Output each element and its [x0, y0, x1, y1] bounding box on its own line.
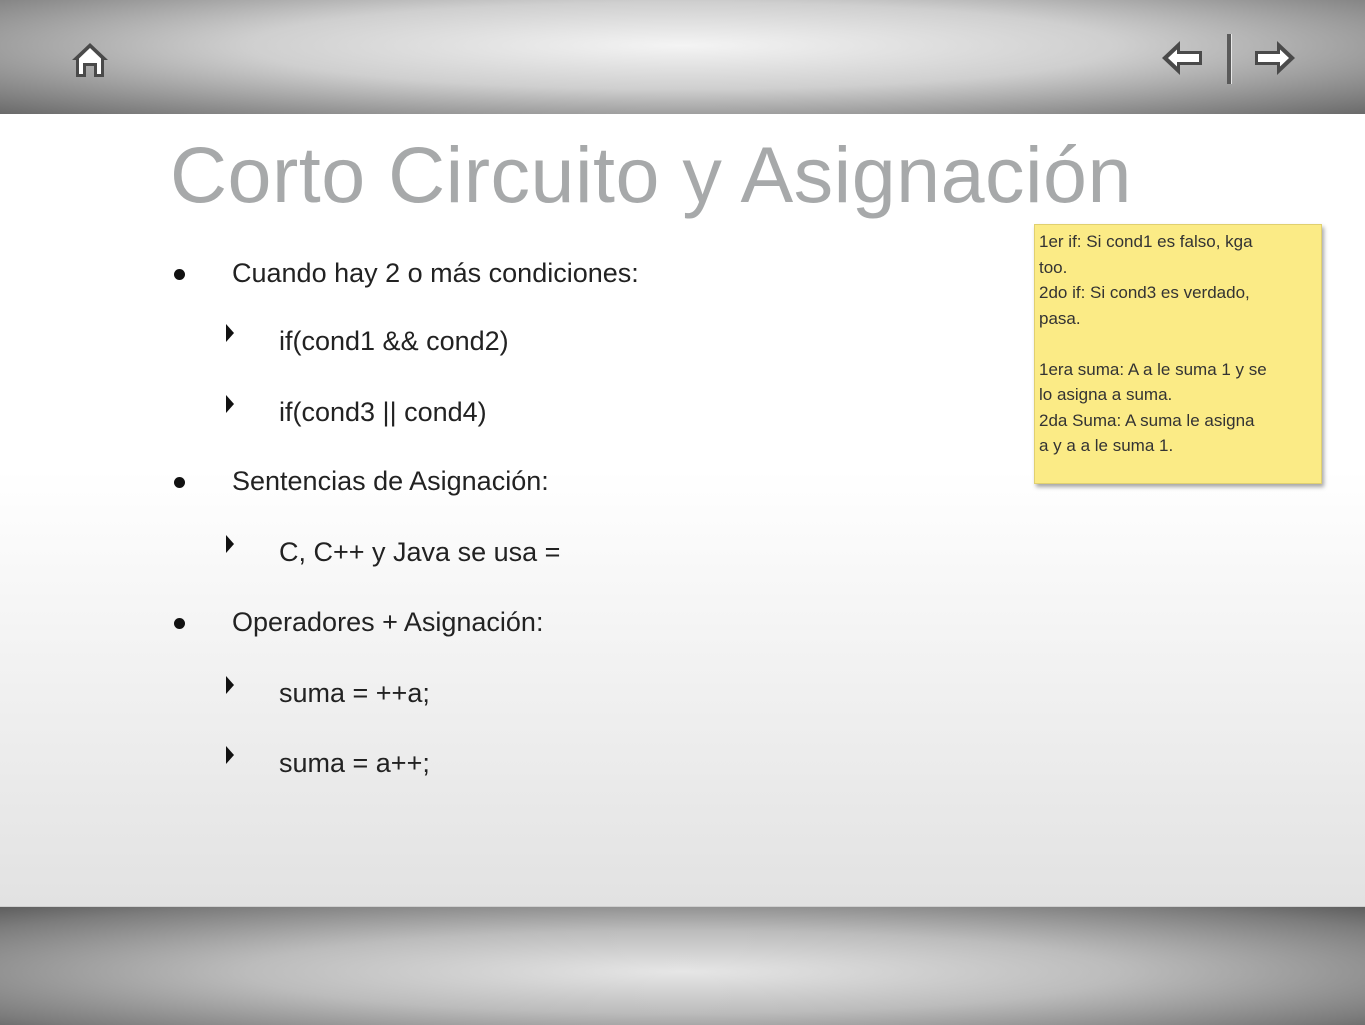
- sticky-note-line: pasa.: [1039, 308, 1081, 328]
- bullet-dot: [174, 477, 185, 488]
- bullet-text: Cuando hay 2 o más condiciones:: [232, 258, 639, 288]
- sticky-note-line: 1era suma: A a le suma 1 y se: [1039, 359, 1267, 379]
- sticky-note-line: lo asigna a suma.: [1039, 385, 1173, 404]
- next-slide-button[interactable]: [1253, 38, 1297, 78]
- bullet-triangle: [226, 676, 234, 694]
- nav-divider: [1227, 34, 1231, 84]
- sub-bullet-text: suma = ++a;: [279, 678, 430, 708]
- sub-bullet-text: if(cond3 || cond4): [279, 397, 487, 427]
- sticky-note[interactable]: [1034, 224, 1322, 484]
- slide-title: Corto Circuito y Asignación: [170, 130, 1132, 219]
- previous-slide-button[interactable]: [1160, 38, 1204, 78]
- home-icon: [70, 40, 110, 80]
- bullet-dot: [174, 269, 185, 280]
- bullet-triangle: [226, 395, 234, 413]
- top-toolbar: [0, 0, 1365, 115]
- bullet-text: Operadores + Asignación:: [232, 607, 544, 637]
- bullet-triangle: [226, 746, 234, 764]
- sub-bullet-text: if(cond1 && cond2): [279, 326, 509, 356]
- sticky-note-line: 2da Suma: A suma le asigna: [1039, 410, 1255, 430]
- sticky-note-line: too.: [1039, 257, 1068, 277]
- sub-bullet-text: suma = a++;: [279, 748, 430, 778]
- arrow-left-icon: [1160, 38, 1204, 78]
- sticky-note-line: 2do if: Si cond3 es verdado,: [1039, 283, 1250, 302]
- bottom-bar: [0, 906, 1365, 1025]
- bullet-text: Sentencias de Asignación:: [232, 466, 549, 496]
- sticky-note-line: a y a a le suma 1.: [1039, 436, 1174, 455]
- home-button[interactable]: [70, 40, 110, 80]
- bullet-triangle: [226, 535, 234, 553]
- sub-bullet-text: C, C++ y Java se usa =: [279, 537, 561, 567]
- sticky-note-blank-line: [1039, 331, 1317, 357]
- sticky-note-line: 1er if: Si cond1 es falso, kga: [1039, 232, 1253, 251]
- bullet-triangle: [226, 324, 234, 342]
- bullet-dot: [174, 618, 185, 629]
- arrow-right-icon: [1253, 38, 1297, 78]
